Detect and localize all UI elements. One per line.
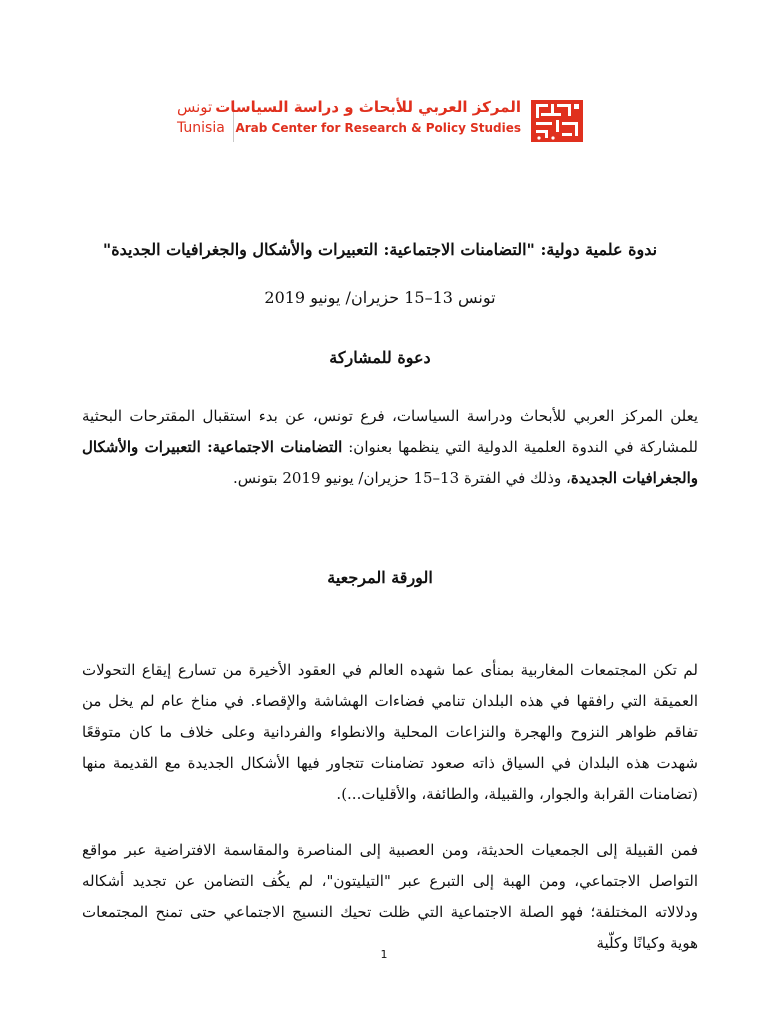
call-paragraph bbox=[82, 401, 698, 494]
body-paragraph: فمن القبيلة إلى الجمعيات الحديثة، ومن العصبية إلى المناصرة والمقاسمة الافتراضية عبر مواقع التواصل الاجتماعي، ومن الهبة إلى التبرع عبر "التيليتون"، لم يكُف التضامن عن تجديد أشكاله ودلالاته المختلفة؛ فهو الصلة الاجتماعية التي ظلت تحيك النسيج الاجتماعي حتى تمنح المجتمعات هوية وكيانًا وكلّية bbox=[82, 841, 698, 952]
call-paragraph-dates: ، وذلك في الفترة 13–15 حزيران/ يونيو 2019 بتونس. bbox=[233, 469, 571, 487]
event-date-location: تونس 13–15 حزيران/ يونيو 2019 bbox=[264, 288, 496, 307]
header-logo bbox=[175, 98, 587, 144]
branch-city-arabic: تونس bbox=[177, 98, 213, 116]
call-for-participation-heading: دعوة للمشاركة bbox=[329, 348, 431, 367]
call-paragraph-theme: التضامنات الاجتماعية: التعبيرات والأشكال والجغرافيات الجديدة bbox=[82, 438, 698, 487]
acrps-emblem-icon bbox=[529, 98, 585, 144]
body-paragraph: لم تكن المجتمعات المغاربية بمنأى عما شهده العالم في العقود الأخيرة من تسارع إيقاع التحولات العميقة التي رافقها في هذه البلدان تنامي فضاءات الهشاشة والإقصاء. في مناخ عام لم يخل من تفاقم ظواهر النزوح والهجرة والنزاعات المحلية والانطواء والفردانية وعلى خلاف ما كان متوقعًا شهدت هذه البلدان في السياق ذاته صعود تضامنات تتجاور فيها الأشكال الجديدة مع القديمة منها (تضامنات القرابة والجوار، والقبيلة، والطائفة، والأقليات...). bbox=[82, 661, 698, 803]
branch-city-english: Tunisia bbox=[177, 120, 225, 136]
organization-name-arabic: المركز العربي للأبحاث و دراسة السياسات bbox=[215, 98, 521, 116]
organization-name bbox=[215, 98, 521, 144]
reference-paper-heading: الورقة المرجعية bbox=[327, 568, 433, 587]
symposium-title: ندوة علمية دولية: "التضامنات الاجتماعية: التعبيرات والأشكال والجغرافيات الجديدة" bbox=[102, 240, 658, 259]
organization-name-english: Arab Center for Research & Policy Studies bbox=[235, 121, 521, 135]
page-number: 1 bbox=[380, 948, 388, 961]
call-paragraph-intro: يعلن المركز العربي للأبحاث ودراسة السياسات، فرع تونس، عن بدء استقبال المقترحات البحثية للمشاركة في الندوة العلمية الدولية التي ينظمها بعنوان: bbox=[82, 407, 698, 456]
